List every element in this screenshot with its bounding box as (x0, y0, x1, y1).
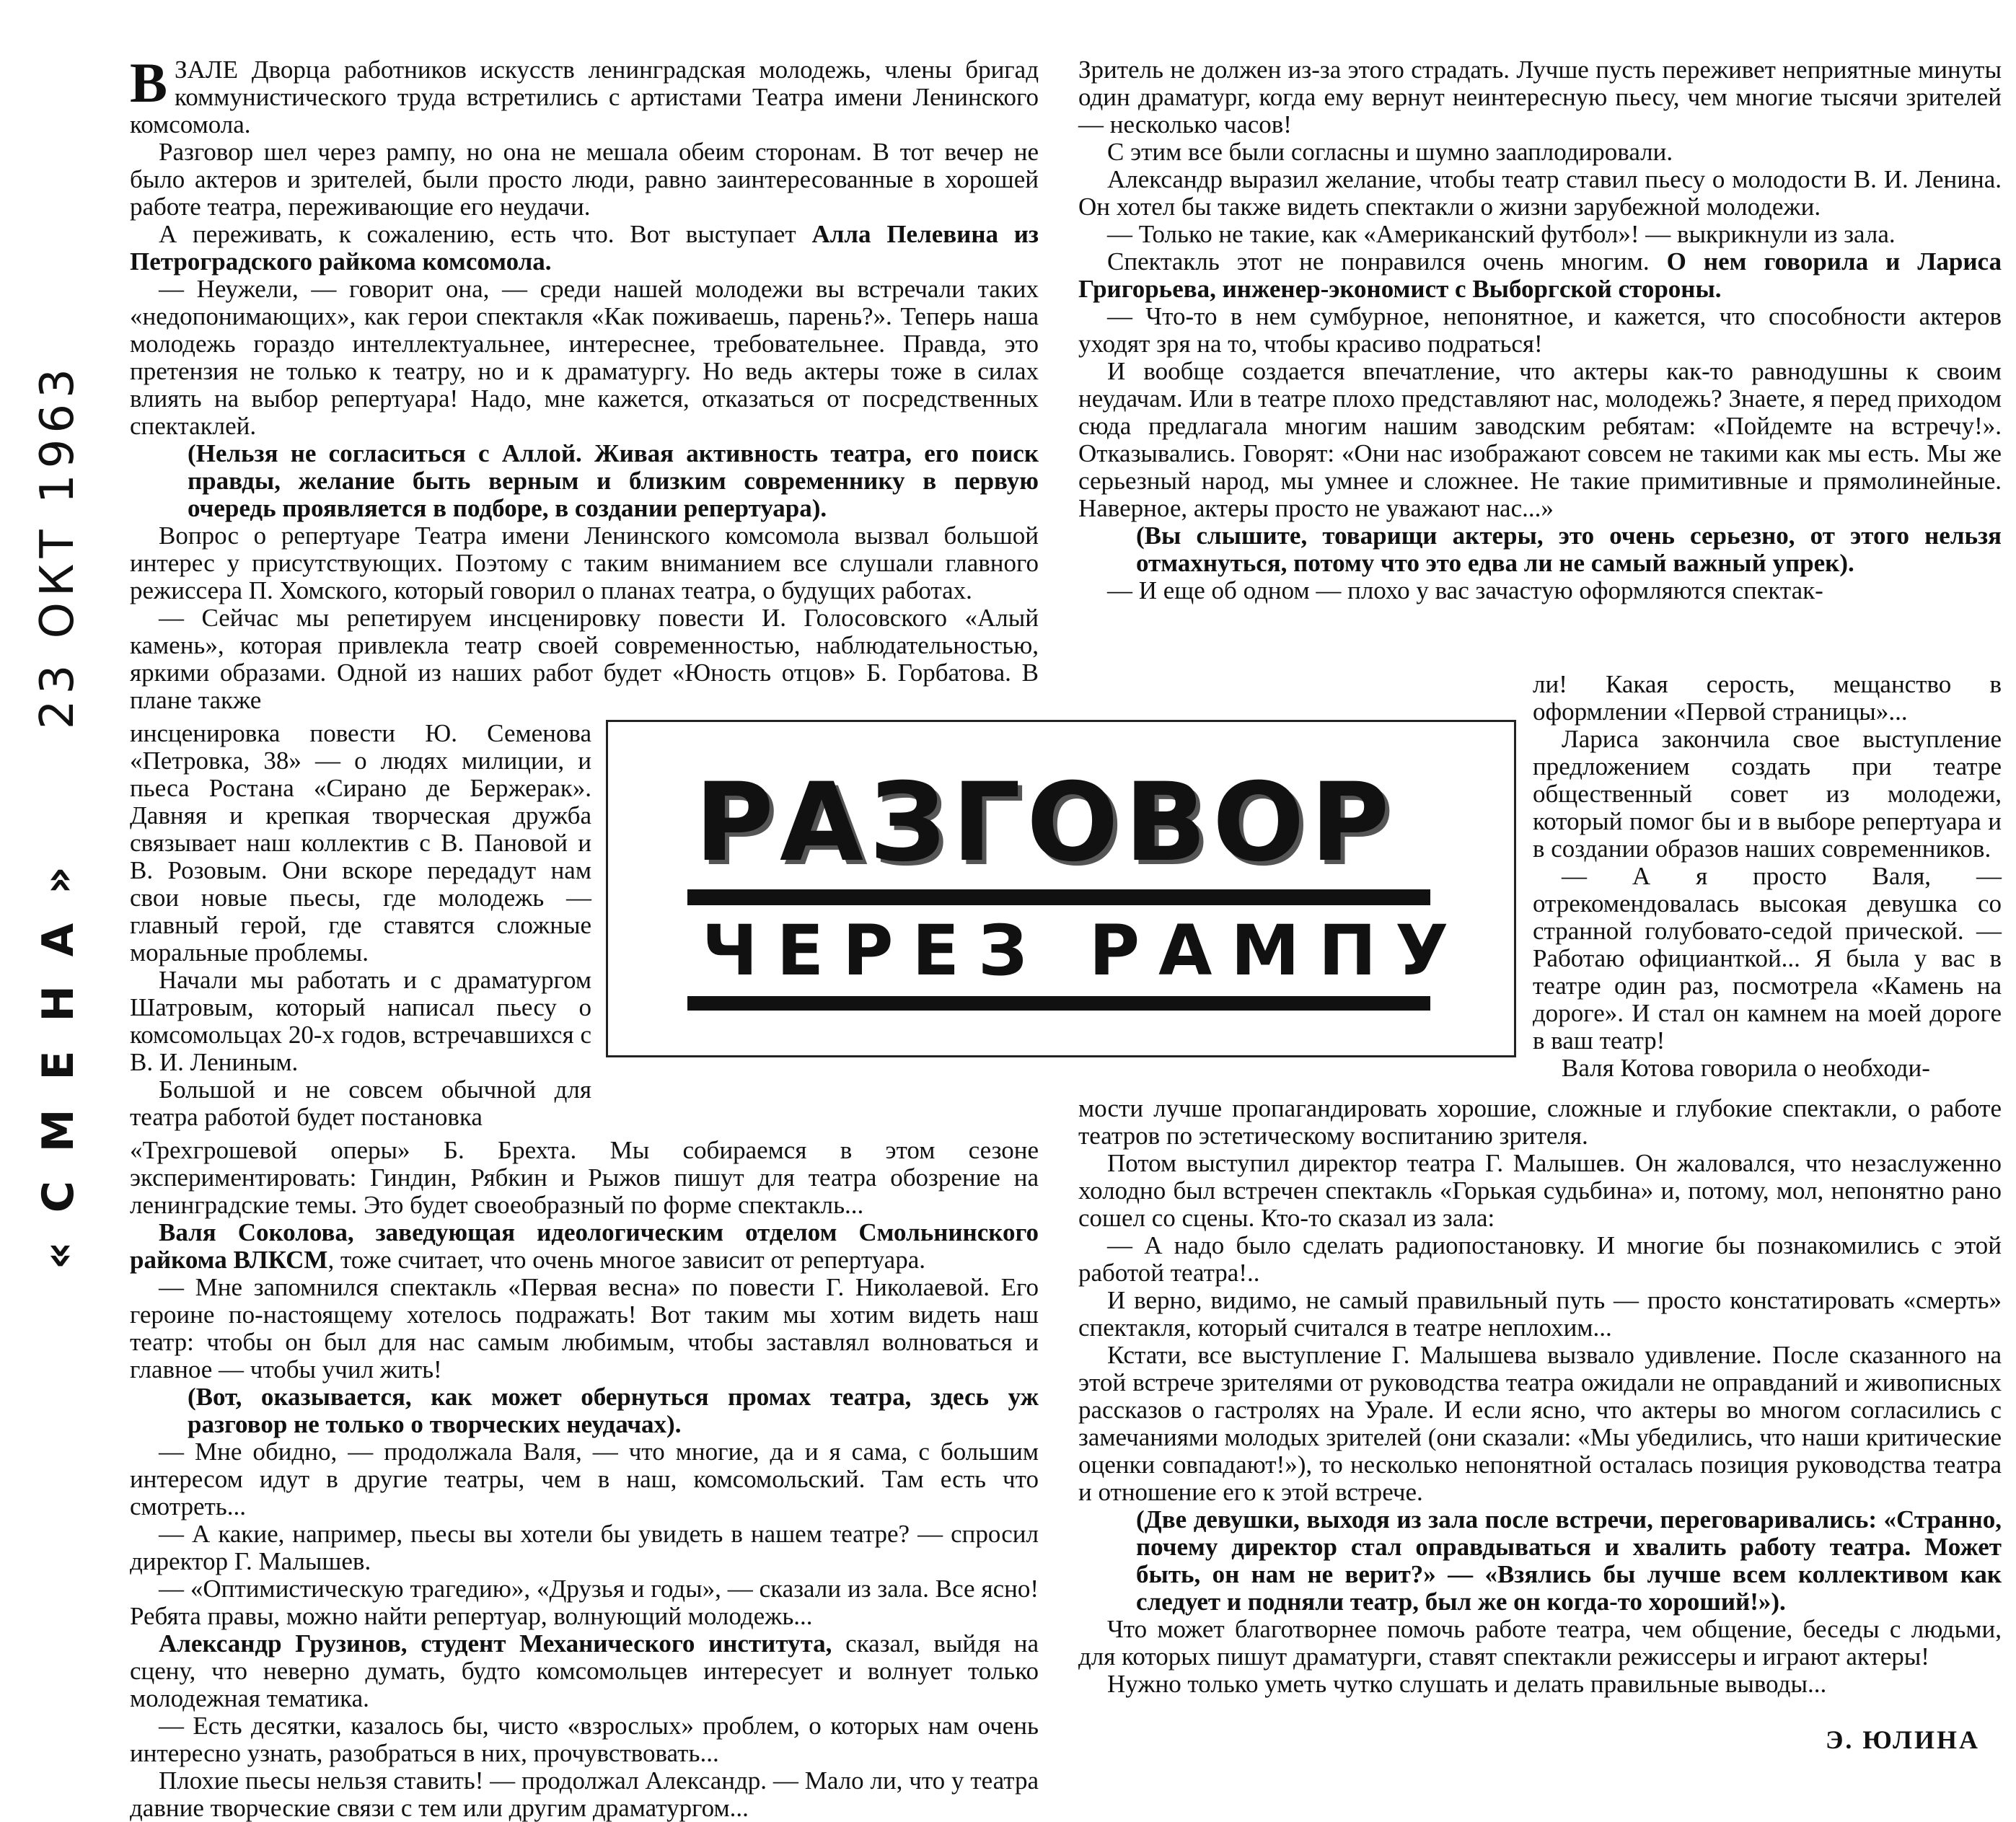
text-run: (Вот, оказывается, как может обернуться промах театра, здесь уж разговор не только о творческих неудачах). (188, 1383, 1039, 1438)
article-paragraph (1078, 1342, 2002, 1506)
text-run: — Есть десятки, казалось бы, чисто «взрослых» проблем, о которых нам очень интересно узнать, разобраться в них, прочувствовать... (130, 1712, 1039, 1767)
text-run: Вопрос о репертуаре Театра имени Ленинского комсомола вызвал большой интерес у присутствующих. Поэтому с таким вниманием все слушали главного режиссера П. Хомского, который говорил о планах театра, о будущих работах. (130, 521, 1039, 604)
headline-title: РАЗГОВОР (695, 760, 1396, 886)
headline-rule (687, 996, 1430, 1011)
text-run: Плохие пьесы нельзя ставить! — продолжал Александр. — Мало ли, что у театра давние творческие связи с тем или другим драматургом... (130, 1766, 1039, 1822)
text-run: — Только не такие, как «Американский футбол»! — выкрикнули из зала. (1107, 220, 1896, 248)
article-paragraph (1533, 671, 2002, 726)
article-paragraph (130, 1438, 1039, 1520)
article-paragraph (1078, 166, 2002, 221)
article-paragraph (130, 1767, 1039, 1822)
text-run: Большой и не совсем обычной для театра работой будет постановка (130, 1075, 591, 1131)
article-paragraph (1078, 577, 2002, 604)
article-paragraph (1533, 863, 2002, 1055)
article-paragraph (1078, 1150, 2002, 1232)
text-run: Валя Котова говорила о необходи- (1562, 1054, 1930, 1082)
right-column-bottom (1078, 1095, 2002, 1698)
text-run: — Что-то в нем сумбурное, непонятное, и кажется, что способности актеров уходят зря на то, чтобы красиво подраться! (1078, 302, 2002, 358)
text-run: , тоже считает, что очень многое зависит от репертуара. (327, 1246, 926, 1274)
right-column-top (1078, 56, 2002, 604)
bold-text: О нем говорила и Лариса Григорьева, инженер-экономист с Выборгской стороны. (1078, 247, 2002, 303)
editorial-comment (130, 440, 1039, 522)
bold-text: Александр Грузинов, студент Механического института, (159, 1629, 832, 1658)
article-paragraph (1078, 56, 2002, 138)
text-run: Спектакль этот не понравился очень многим. (1107, 247, 1667, 276)
article-paragraph (1078, 303, 2002, 358)
text-run: — А какие, например, пьесы вы хотели бы увидеть в нашем театре? — спросил директор Г. Малышев. (130, 1520, 1039, 1575)
article-paragraph (1078, 138, 2002, 166)
article-paragraph (130, 604, 1039, 714)
stamp-newspaper-name: «СМЕНА» (33, 837, 84, 1269)
article-paragraph (1078, 1671, 2002, 1698)
article-paragraph (1078, 1287, 2002, 1342)
text-run: — «Оптимистическую трагедию», «Друзья и годы», — сказали из зала. Все ясно! Ребята правы, можно найти репертуар, волнующий молодежь... (130, 1575, 1039, 1630)
article-paragraph (130, 1274, 1039, 1383)
editorial-comment (1078, 1506, 2002, 1616)
text-run: мости лучше пропагандировать хорошие, сложные и глубокие спектакли, о работе театров по эстетическому воспитанию зрителя. (1078, 1094, 2002, 1150)
editorial-comment (1078, 522, 2002, 577)
text-run: И верно, видимо, не самый правильный путь — просто констатировать «смерть» спектакля, который считался в театре неплохим... (1078, 1286, 2002, 1342)
text-run: Лариса закончила свое выступление предложением создать при театре общественный совет из молодежи, который помог бы и в выборе репертуара и в создании образов наших современников. (1533, 725, 2002, 863)
article-paragraph (130, 138, 1039, 221)
article-paragraph (1078, 1616, 2002, 1671)
article-paragraph (130, 1575, 1039, 1630)
text-run: «Трехгрошевой оперы» Б. Брехта. Мы собираемся в этом сезоне экспериментировать: Гиндин, Рябкин и Рыжов пишут для театра обозрение на ленинградские темы. Это будет своеобразный по форме спектакль... (130, 1136, 1039, 1219)
text-run: (Две девушки, выходя из зала после встречи, переговаривались: «Странно, почему директор стал оправдываться и хвалить работу театра. Может быть, он нам не верит?» — «Взялись бы лучше всем коллективом как следует и подняли театр, был же он когда-то хороший!»). (1136, 1505, 2002, 1616)
drop-cap: В (130, 51, 168, 114)
text-run: — Мне обидно, — продолжала Валя, — что многие, да и я сама, с большим интересом идут в другие театры, чем в наш, комсомольский. Там есть что смотреть... (130, 1438, 1039, 1520)
text-run: — Мне запомнился спектакль «Первая весна» по повести Г. Николаевой. Его героине по-настоящему хотелось подражать! Вот таким мы хотим видеть наш театр: чтобы он был для нас самым любимым, чтобы заставлял волноваться и главное — чтобы учил жить! (130, 1273, 1039, 1383)
text-run: Александр выразил желание, чтобы театр ставил пьесу о молодости В. И. Ленина. Он хотел бы также видеть спектакли о жизни зарубежной молодежи. (1078, 165, 2002, 221)
text-run: Зритель не должен из-за этого страдать. Лучше пусть переживет неприятные минуты один драматург, когда ему вернут неинтересную пьесу, чем многие тысячи зрителей — несколько часов! (1078, 56, 2002, 138)
article-paragraph (130, 1630, 1039, 1712)
article-paragraph (130, 1076, 591, 1131)
text-run: Потом выступил директор театра Г. Малышев. Он жаловался, что незаслуженно холодно был встречен спектакль «Горькая судьбина» и, потому, мол, непонятно рано сошел со сцены. Кто-то сказал из зала: (1078, 1149, 2002, 1232)
text-run: Что может благотворнее помочь работе театра, чем общение, беседы с людьми, для которых пишут драматурги, ставят спектакли режиссеры и играют актеры! (1078, 1615, 2002, 1671)
article-paragraph (1078, 1232, 2002, 1287)
text-run: Нужно только уметь чутко слушать и делать правильные выводы... (1107, 1670, 1827, 1698)
text-run: сказал, выйдя на сцену, что неверно думать, будто комсомольцев интересует и волнует только молодежная тематика. (130, 1629, 1039, 1712)
article-paragraph (130, 1712, 1039, 1767)
article-paragraph (130, 720, 591, 967)
article-paragraph (130, 276, 1039, 440)
text-run: Разговор шел через рампу, но она не мешала обеим сторонам. В тот вечер не было актеров и зрителей, были просто люди, равно заинтересованные в хорошей работе театра, переживающие его неудачи. (130, 138, 1039, 221)
left-column-bottom (130, 1137, 1039, 1822)
text-run: — А надо было сделать радиопостановку. И многие бы познакомились с этой работой театра!.. (1078, 1231, 2002, 1287)
headline-box (606, 720, 1516, 1057)
text-run: (Нельзя не согласиться с Аллой. Живая активность театра, его поиск правды, желание быть верным и близким современнику в первую очередь проявляется в подборе, в создании репертуара). (188, 439, 1039, 522)
article-paragraph (130, 1137, 1039, 1219)
text-run: — И еще об одном — плохо у вас зачастую оформляются спектак- (1107, 576, 1823, 604)
left-column-narrow (130, 720, 591, 1131)
text-run: ЗАЛЕ Дворца работников искусств ленинградская молодежь, члены бригад коммунистического труда встретились с артистами Театра имени Ленинского комсомола. (130, 56, 1039, 138)
right-column-narrow (1533, 671, 2002, 1082)
article-paragraph (1078, 1095, 2002, 1150)
article-paragraph (1533, 1055, 2002, 1082)
article-paragraph (1078, 221, 2002, 248)
text-run: (Вы слышите, товарищи актеры, это очень серьезно, от этого нельзя отмахнуться, потому что это едва ли не самый важный упрек). (1136, 521, 2002, 577)
newspaper-date-stamp (29, 363, 87, 1269)
author-signature: Э. ЮЛИНА (1826, 1725, 1980, 1754)
article-paragraph (130, 522, 1039, 604)
text-run: — Неужели, — говорит она, — среди нашей молодежи вы встречали таких «недопонимающих», как герои спектакля «Как поживаешь, парень?». Теперь наша молодежь гораздо интеллектуальнее, интереснее, требовательнее. Правда, это претензия не только к театру, но и к драматургу. Но ведь актеры тоже в силах влиять на выбор репертуара! Надо, мне кажется, отказаться от посредственных спектаклей. (130, 275, 1039, 440)
headline-rule (687, 889, 1430, 905)
article-paragraph (1533, 726, 2002, 863)
article-paragraph (1078, 358, 2002, 522)
text-run: Кстати, все выступление Г. Малышева вызвало удивление. После сказанного на этой встрече зрителями от руководства театра ожидали не оправданий и живописных рассказов о гастролях на Урале. И если ясно, что актеры во многом согласились с замечаниями молодых зрителей (они сказали: «Мы убедились, что наши критические оценки совпадают!»), то несколько непонятной осталась позиция руководства театра и отношение его к этой встрече. (1078, 1341, 2002, 1506)
stamp-date: 23 ОКТ 1963 (31, 363, 84, 730)
text-run: ли! Какая серость, мещанство в оформлении «Первой страницы»... (1533, 670, 2002, 726)
article-paragraph (130, 1520, 1039, 1575)
headline-subtitle: ЧЕРЕЗ РАМПУ (702, 910, 1468, 991)
article-paragraph (1078, 248, 2002, 303)
article-paragraph (130, 221, 1039, 276)
article-paragraph (130, 967, 591, 1076)
text-run: С этим все были согласны и шумно зааплодировали. (1107, 138, 1673, 166)
article-paragraph (130, 51, 1039, 138)
text-run: И вообще создается впечатление, что актеры как-то равнодушны к своим неудачам. Или в театре плохо представляют нас, молодежь? Знаете, я перед приходом сюда предлагала многим нашим заводским ребятам: «Пойдемте на встречу!». Отказывались. Говорят: «Они нас изображают совсем не такими как мы есть. Мы же серьезный народ, мы умнее и сложнее. Не такие примитивные и прямолинейные. Наверное, актеры просто не уважают нас...» (1078, 357, 2002, 522)
text-run: — Сейчас мы репетируем инсценировку повести И. Голосовского «Алый камень», которая привлекла театр своей современностью, наблюдательностью, яркими образами. Одной из наших работ будет «Юность отцов» Б. Горбатова. В плане также (130, 604, 1039, 714)
editorial-comment (130, 1383, 1039, 1438)
bold-text: Валя Соколова, заведующая идеологическим отделом Смольнинского райкома ВЛКСМ (130, 1218, 1039, 1274)
text-run: инсценировка повести Ю. Семенова «Петровка, 38» — о людях милиции, и пьеса Ростана «Сирано де Бержерак». Давняя и крепкая творческая дружба связывает наш коллектив с В. Пановой и В. Розовым. Они вскоре передадут нам свои новые пьесы, где молодежь — главный герой, где ставятся сложные моральные проблемы. (130, 719, 591, 967)
article-paragraph (130, 1219, 1039, 1274)
left-column-top (130, 51, 1039, 714)
bold-text: Алла Пелевина из Петроградского райкома комсомола. (130, 220, 1039, 276)
text-run: А переживать, к сожалению, есть что. Вот выступает (159, 220, 812, 248)
text-run: — А я просто Валя, — отрекомендовалась высокая девушка со странной голубовато-седой прической. — Работаю официанткой... Я была у вас в театре один раз, посмотрела «Камень на дороге». И стал он камнем на моей дороге в ваш театр! (1533, 862, 2002, 1055)
text-run: Начали мы работать и с драматургом Шатровым, который написал пьесу о комсомольцах 20-х годов, встречавшихся с В. И. Лениным. (130, 966, 591, 1076)
